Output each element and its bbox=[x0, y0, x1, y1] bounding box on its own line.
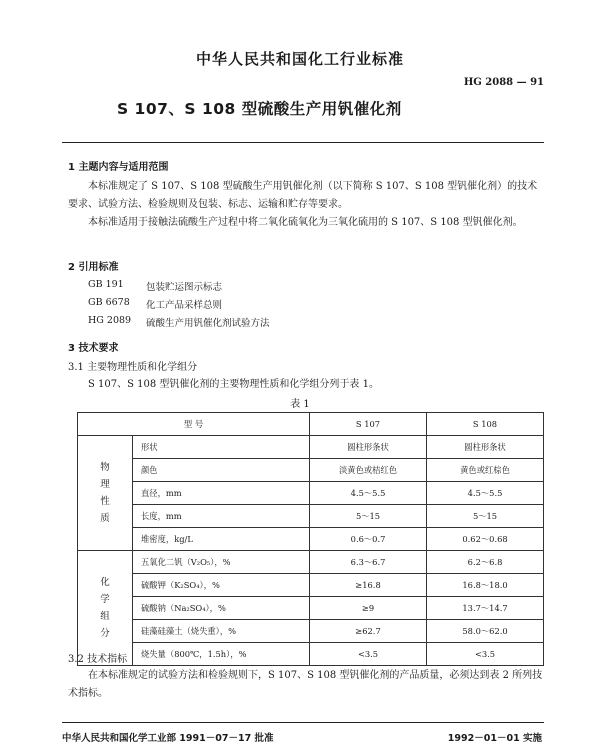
section-3-2-heading: 3.2 技术指标 bbox=[68, 654, 128, 665]
top-divider bbox=[62, 142, 544, 143]
section-1-paragraph-2: 本标准适用于接触法硫酸生产过程中将二氧化硫氧化为三氧化硫用的 S 107、S 108 型钒催化剂。 bbox=[88, 217, 523, 228]
table-row bbox=[78, 574, 544, 597]
section-3-1-text: S 107、S 108 型钒催化剂的主要物理性质和化学组分列于表 1。 bbox=[88, 379, 379, 390]
approval-line: 中华人民共和国化学工业部 1991－07－17 批准 bbox=[62, 733, 274, 744]
header-s108: S 108 bbox=[427, 413, 544, 436]
cell-s108: 圆柱形条状 bbox=[427, 436, 544, 459]
org-title: 中华人民共和国化工行业标准 bbox=[195, 50, 404, 68]
table-row bbox=[78, 643, 544, 666]
table-caption: 表 1 bbox=[290, 399, 310, 410]
reference-title: 化工产品采样总则 bbox=[146, 300, 223, 311]
cell-s107: 圆柱形条状 bbox=[310, 436, 427, 459]
reference-code: GB 6678 bbox=[88, 297, 130, 308]
row-name: 硫酸钠（Na₂SO₄），% bbox=[133, 597, 310, 620]
section-3-2-text: 在本标准规定的试验方法和检验规则下，S 107、S 108 型钒催化剂的产品质量，必须达到表 2 所列技术指标。 bbox=[68, 670, 543, 699]
row-name: 硫酸钾（K₂SO₄），% bbox=[133, 574, 310, 597]
cell-s108: 4.5～5.5 bbox=[427, 482, 544, 505]
cell-s107: ≥16.8 bbox=[310, 574, 427, 597]
effective-date: 1992－01－01 实施 bbox=[447, 733, 542, 744]
table-row bbox=[78, 482, 544, 505]
cell-s108: 6.2～6.8 bbox=[427, 551, 544, 574]
row-name: 直径，mm bbox=[133, 482, 310, 505]
header-type: 型 号 bbox=[78, 413, 310, 436]
row-name: 硅藻硅藻土（烧失重），% bbox=[133, 620, 310, 643]
reference-title: 包装贮运图示标志 bbox=[146, 282, 223, 293]
cell-s108: 黄色或红棕色 bbox=[427, 459, 544, 482]
table-row bbox=[78, 551, 544, 574]
standard-number: HG 2088 — 91 bbox=[463, 77, 544, 88]
cell-s107: <3.5 bbox=[310, 643, 427, 666]
cell-s107: 0.6～0.7 bbox=[310, 528, 427, 551]
section-1-paragraph-1: 本标准规定了 S 107、S 108 型硫酸生产用钒催化剂（以下简称 S 107、S 108 型钒催化剂）的技术要求、试验方法、检验规则及包装、标志、运输和贮存等要求。 bbox=[68, 181, 538, 210]
cell-s108: 13.7～14.7 bbox=[427, 597, 544, 620]
cell-s107: 5～15 bbox=[310, 505, 427, 528]
table-row bbox=[78, 505, 544, 528]
section-3-heading: 3 技术要求 bbox=[68, 343, 119, 354]
header-s107: S 107 bbox=[310, 413, 427, 436]
cell-s108: 5～15 bbox=[427, 505, 544, 528]
table-row bbox=[78, 436, 544, 459]
table-row bbox=[78, 528, 544, 551]
cell-s107: 6.3～6.7 bbox=[310, 551, 427, 574]
cell-s107: ≥9 bbox=[310, 597, 427, 620]
group-chemical: 化 学 组 分 bbox=[78, 551, 133, 666]
row-name: 长度，mm bbox=[133, 505, 310, 528]
table-row bbox=[78, 597, 544, 620]
row-name: 颜色 bbox=[133, 459, 310, 482]
document-title: S 107、S 108 型硫酸生产用钒催化剂 bbox=[117, 100, 402, 118]
cell-s107: 4.5～5.5 bbox=[310, 482, 427, 505]
reference-code: GB 191 bbox=[88, 279, 124, 290]
cell-s108: 16.8～18.0 bbox=[427, 574, 544, 597]
table-row bbox=[78, 620, 544, 643]
bottom-divider bbox=[62, 722, 544, 723]
row-name: 五氧化二钒（V₂O₅），% bbox=[133, 551, 310, 574]
cell-s108: 0.62～0.68 bbox=[427, 528, 544, 551]
cell-s107: ≥62.7 bbox=[310, 620, 427, 643]
group-physical: 物 理 性 质 bbox=[78, 436, 133, 551]
reference-code: HG 2089 bbox=[88, 315, 132, 326]
row-name: 形状 bbox=[133, 436, 310, 459]
section-2-heading: 2 引用标准 bbox=[68, 262, 119, 273]
cell-s108: 58.0～62.0 bbox=[427, 620, 544, 643]
table-row bbox=[78, 459, 544, 482]
reference-title: 硫酸生产用钒催化剂试验方法 bbox=[146, 318, 270, 329]
cell-s107: 淡黄色或桔红色 bbox=[310, 459, 427, 482]
row-name: 烧失量（800℃，1.5h），% bbox=[133, 643, 310, 666]
table-header-row bbox=[78, 413, 544, 436]
row-name: 堆密度，kg/L bbox=[133, 528, 310, 551]
spec-table bbox=[77, 412, 544, 666]
cell-s108: <3.5 bbox=[427, 643, 544, 666]
section-1-heading: 1 主题内容与适用范围 bbox=[68, 162, 169, 173]
section-3-1-heading: 3.1 主要物理性质和化学组分 bbox=[68, 362, 198, 373]
